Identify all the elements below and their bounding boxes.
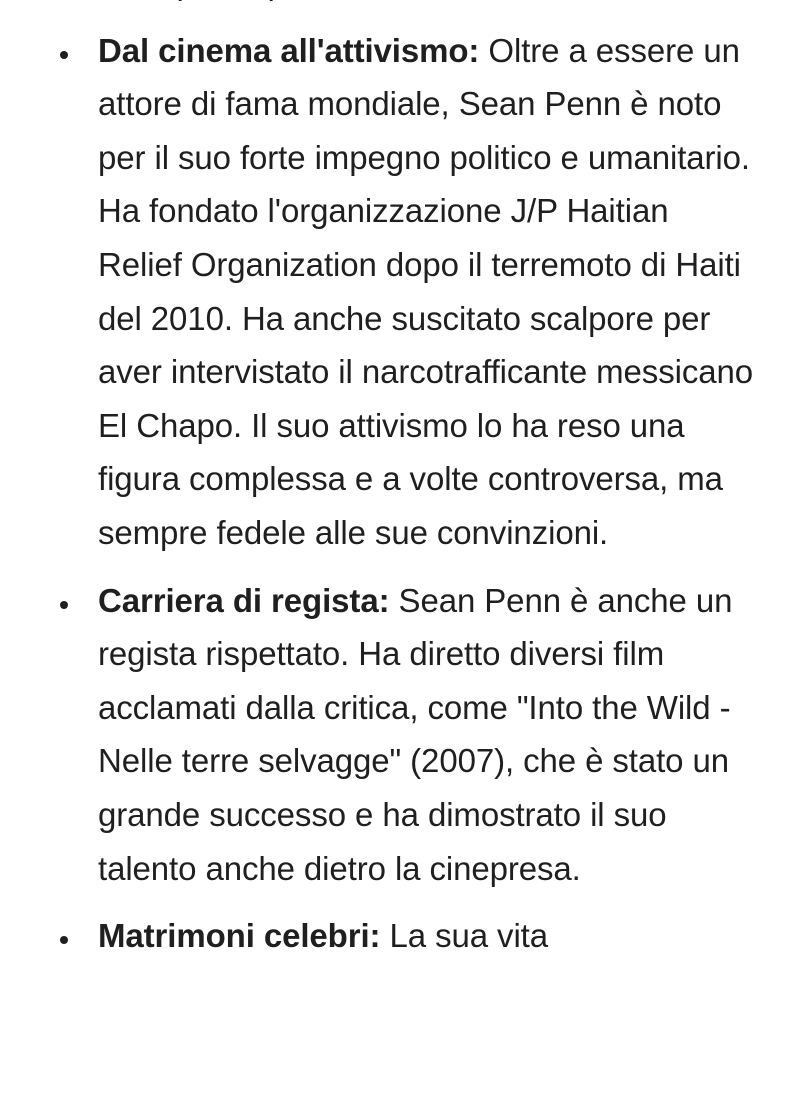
list-item xyxy=(0,574,800,896)
list-item xyxy=(0,909,800,963)
bullet-icon xyxy=(60,601,68,609)
list-item-label: Dal cinema all'attivismo: xyxy=(98,31,480,69)
list-item-text: La sua vita xyxy=(380,917,549,955)
list-item xyxy=(0,24,800,560)
list-item-label: Carriera di regista: xyxy=(98,581,390,619)
bullet-icon xyxy=(60,936,68,944)
list-item-label: Matrimoni celebri: xyxy=(98,917,381,955)
list-item-text: Sean Penn è anche un regista rispettato. Ha diretto diversi film acclamati dalla critica, come "Into the Wild - Nelle terre selvagge" (2007), che è stato un grande successo e ha dimostrato il suo talento anche dietro la cinepresa. xyxy=(98,581,733,887)
bullet-icon xyxy=(60,51,68,59)
continuation-paragraph xyxy=(0,0,800,10)
list-item-text: Oltre a essere un attore di fama mondiale, Sean Penn è noto per il suo forte impegno politico e umanitario. Ha fondato l'organizzazione J/P Haitian Relief Organization dopo il terremoto di Haiti del 2010. Ha anche suscitato scalpore per aver intervistato il narcotrafficante messicano El Chapo. Il suo attivismo lo ha reso una figura complessa e a volte controversa, ma sempre fedele alle sue convinzioni. xyxy=(98,31,753,551)
